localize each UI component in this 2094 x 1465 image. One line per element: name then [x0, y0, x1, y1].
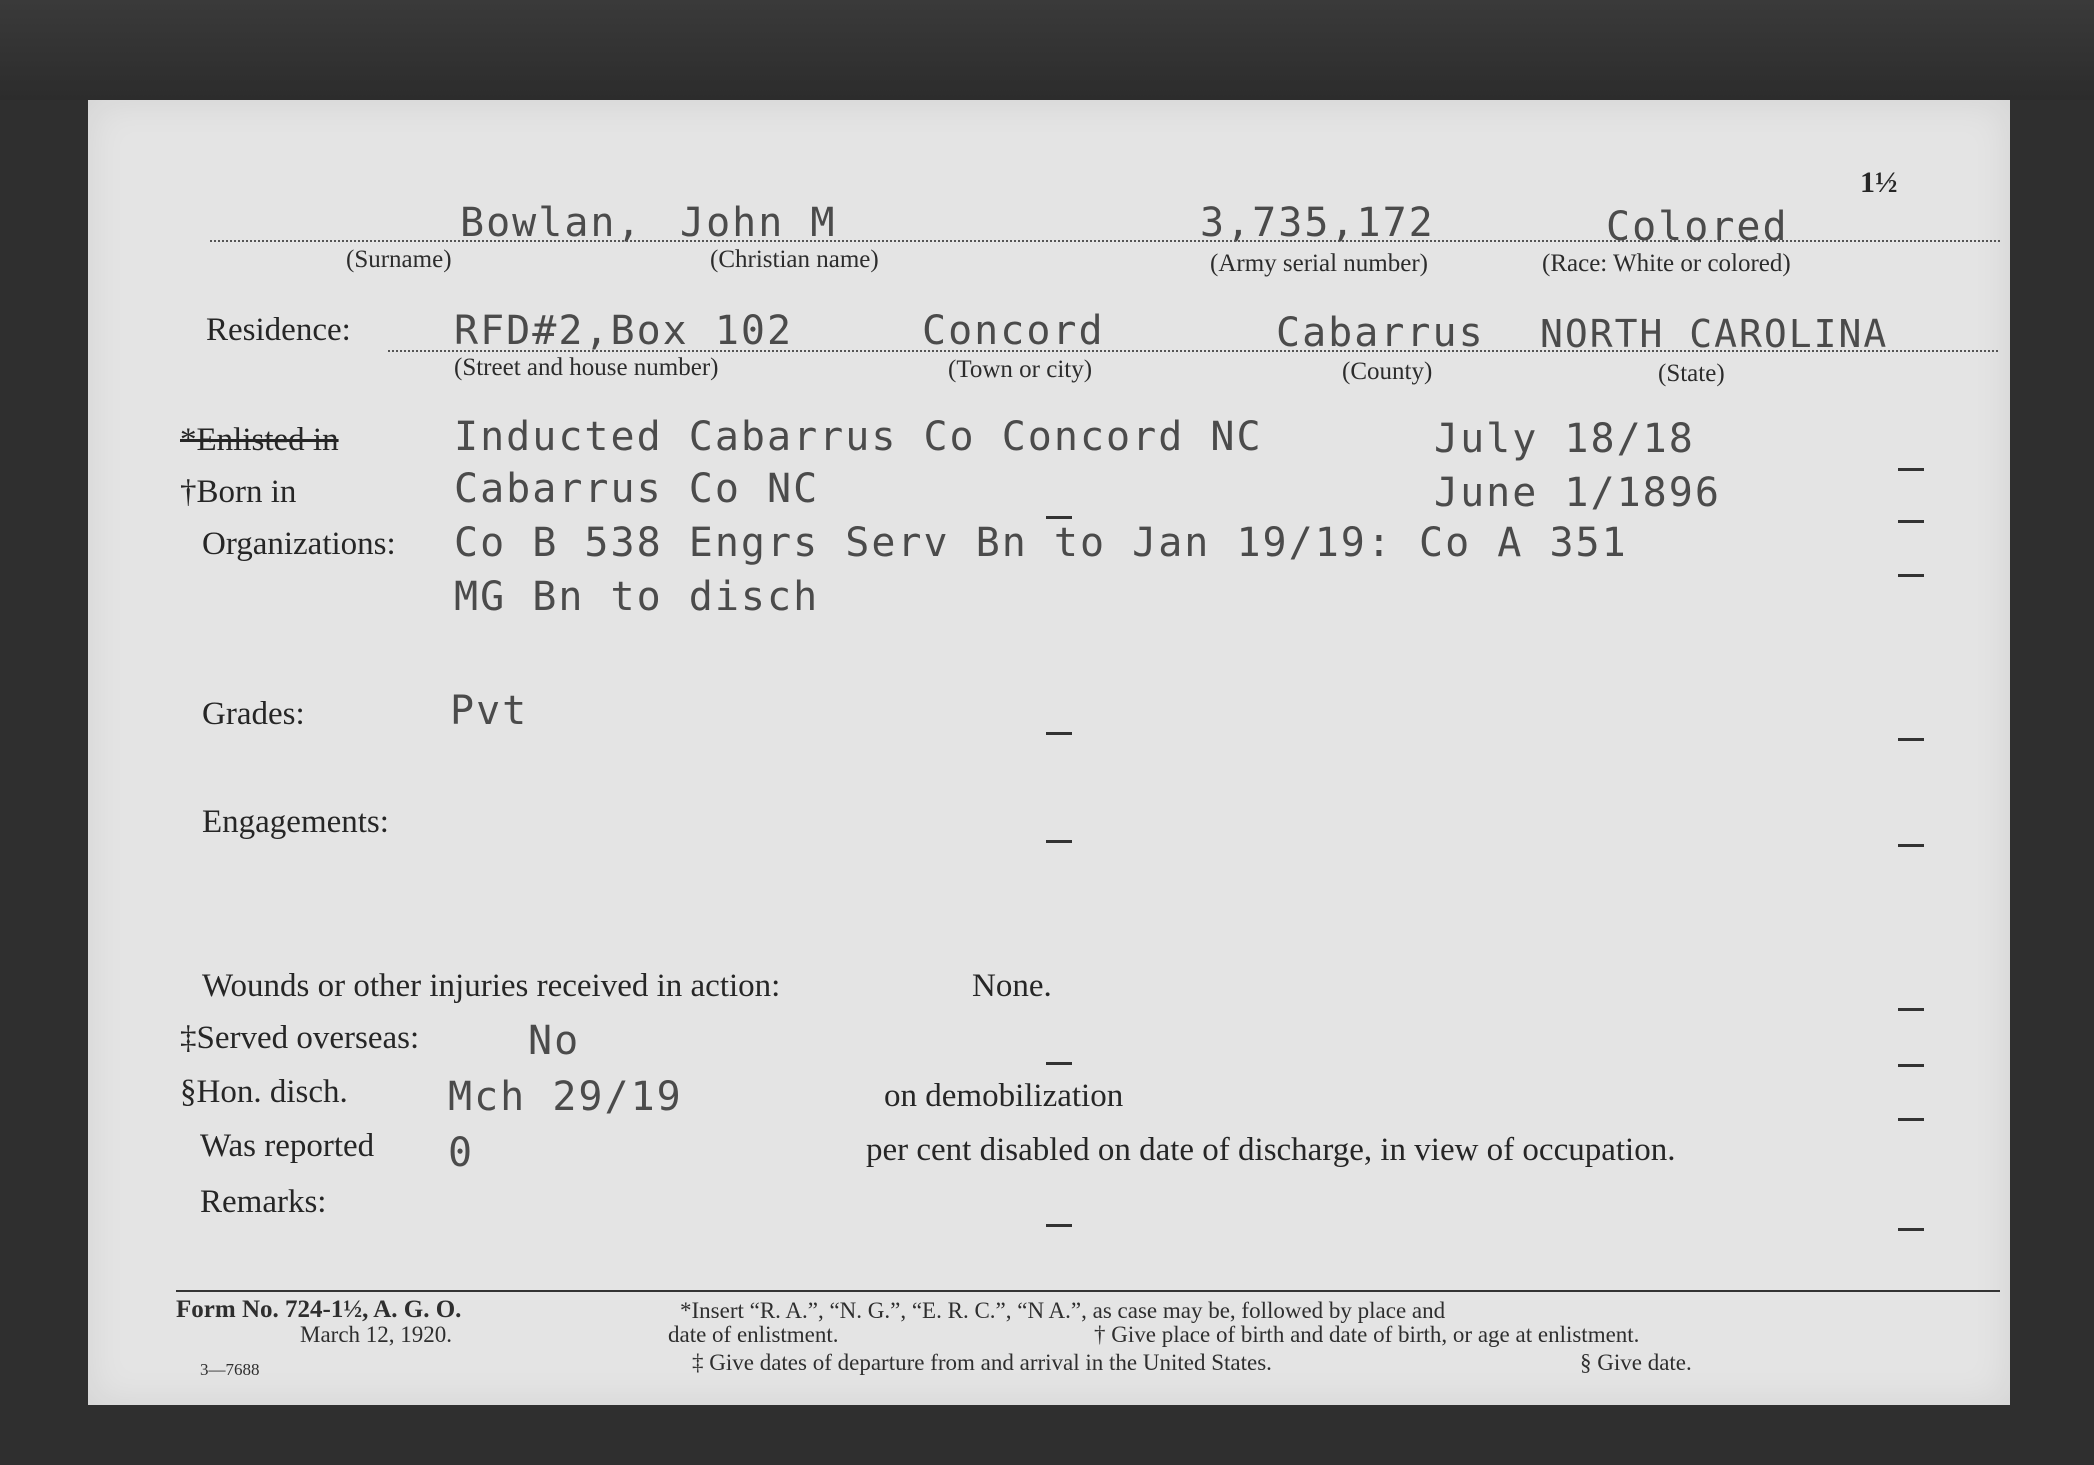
- organizations-line1: Co B 538 Engrs Serv Bn to Jan 19/19: Co A 351: [454, 520, 1628, 566]
- served-overseas-value: No: [528, 1018, 581, 1064]
- wounds-value: None.: [972, 968, 1052, 1004]
- residence-county: Cabarrus: [1276, 310, 1485, 356]
- service-record-card: [88, 100, 2010, 1405]
- margin-dash: [1898, 1228, 1924, 1231]
- form-number: Form No. 724-1½, A. G. O.: [176, 1296, 462, 1323]
- organizations-line2: MG Bn to disch: [454, 574, 820, 620]
- surname-value: Bowlan,: [460, 200, 643, 246]
- print-code: 3—7688: [200, 1360, 260, 1379]
- organizations-label: Organizations:: [202, 526, 396, 562]
- residence-label: Residence:: [206, 312, 351, 348]
- margin-dash: [1046, 840, 1072, 843]
- disability-percent-value: 0: [448, 1130, 475, 1176]
- grades-label: Grades:: [202, 696, 305, 732]
- hon-disch-value: Mch 29/19: [448, 1074, 683, 1120]
- hon-disch-note: on demobilization: [884, 1078, 1124, 1114]
- footnote-birth: † Give place of birth and date of birth, or age at enlistment.: [1094, 1322, 1640, 1347]
- footnote-enlisted-cont: date of enlistment.: [668, 1322, 839, 1347]
- race-value: Colored: [1606, 204, 1789, 250]
- disability-note: per cent disabled on date of discharge, in view of occupation.: [866, 1132, 1676, 1168]
- race-caption: (Race: White or colored): [1542, 250, 1791, 277]
- served-overseas-label: ‡Served overseas:: [180, 1020, 420, 1056]
- margin-dash: [1046, 1224, 1072, 1227]
- margin-dash: [1898, 1064, 1924, 1067]
- enlisted-label: *Enlisted in: [180, 422, 339, 458]
- street-caption: (Street and house number): [454, 354, 719, 381]
- town-caption: (Town or city): [948, 356, 1093, 383]
- christian-name-caption: (Christian name): [710, 246, 879, 273]
- footnote-discharge: § Give date.: [1580, 1350, 1692, 1375]
- margin-dash: [1898, 844, 1924, 847]
- footnote-enlisted: *Insert “R. A.”, “N. G.”, “E. R. C.”, “N A.”, as case may be, followed by place and: [680, 1298, 1446, 1323]
- state-caption: (State): [1658, 360, 1725, 387]
- grades-value: Pvt: [450, 688, 529, 734]
- margin-dash: [1046, 516, 1072, 519]
- born-value: Cabarrus Co NC: [454, 466, 820, 512]
- margin-dash: [1898, 1118, 1924, 1121]
- christian-name-value: John M: [680, 200, 837, 246]
- footer-rule: [176, 1290, 2000, 1292]
- card-number: 1½: [1860, 166, 1898, 199]
- margin-dash: [1898, 574, 1924, 577]
- hon-disch-label: §Hon. disch.: [180, 1074, 348, 1110]
- county-caption: (County): [1342, 358, 1433, 385]
- remarks-label: Remarks:: [200, 1184, 327, 1220]
- wounds-label: Wounds or other injuries received in action:: [202, 968, 781, 1004]
- enlisted-date: July 18/18: [1434, 416, 1695, 462]
- surname-caption: (Surname): [346, 246, 452, 273]
- serial-number-value: 3,735,172: [1200, 200, 1435, 246]
- residence-town: Concord: [922, 308, 1105, 354]
- enlisted-value: Inducted Cabarrus Co Concord NC: [454, 414, 1263, 460]
- margin-dash: [1898, 738, 1924, 741]
- residence-state: NORTH CAROLINA: [1540, 312, 1889, 356]
- margin-dash: [1046, 1062, 1072, 1065]
- margin-dash: [1898, 520, 1924, 523]
- was-reported-label: Was reported: [200, 1128, 375, 1164]
- born-date: June 1/1896: [1434, 470, 1721, 516]
- born-label: †Born in: [180, 474, 297, 510]
- form-date: March 12, 1920.: [300, 1322, 453, 1347]
- footnote-overseas: ‡ Give dates of departure from and arrival in the United States.: [692, 1350, 1272, 1375]
- scan-background: [0, 0, 2094, 100]
- residence-street: RFD#2,Box 102: [454, 308, 794, 354]
- margin-dash: [1046, 732, 1072, 735]
- serial-number-caption: (Army serial number): [1210, 250, 1428, 277]
- margin-dash: [1898, 1008, 1924, 1011]
- margin-dash: [1898, 468, 1924, 471]
- engagements-label: Engagements:: [202, 804, 389, 840]
